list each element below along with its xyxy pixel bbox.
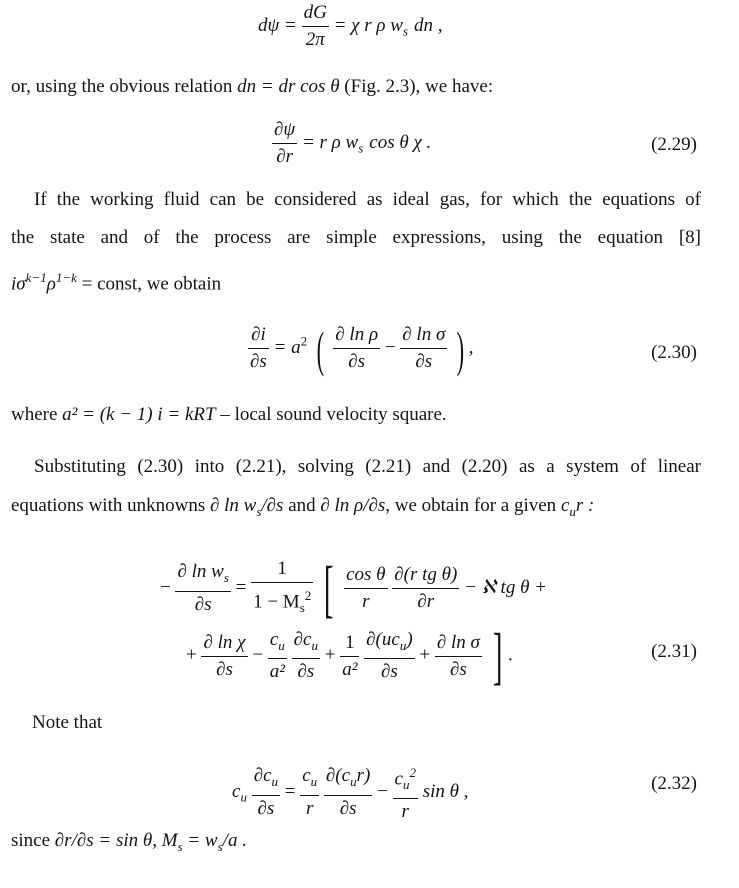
paragraph-substituting-line2: equations with unknowns ∂ $\ln w_s/\partial s$ and ∂ ln ρ/∂s, we obtain for a given $c_ur$ : — [11, 495, 595, 519]
paragraph-ideal-gas-line1: If the working fluid can be considered as ideal gas, for which the equations of — [34, 189, 701, 210]
equation-number: (2.31) — [651, 641, 697, 662]
paragraph-since: since ∂r/∂s = sin θ, $M_s = w_s/a$ . — [11, 830, 247, 854]
equation-2-29: $\frac{\partial\psi}{\partial r}$ = r ρ $w_s$ cos θ χ . — [274, 119, 432, 167]
paragraph-ideal-gas-line3: $i\sigma^{k-1}\rho^{1-k}$ = const, we obtain — [11, 270, 222, 295]
paragraph-note: Note that — [32, 712, 103, 733]
equation-2-32: $c_u$ $\frac{\partial c_u}{\partial s}$ = $\frac{c_u}{r}$ $\frac{\partial(c_ur)}{\partial s}$ − $\frac{c_u^2}{r}$ sin θ , — [232, 760, 468, 825]
equation-2-31-line2: + $\frac{\text{∂ ln χ}}{\partial s}$ − $\frac{c_u}{\text{a²}}$ $\frac{\partial c_u}{\partial s}$ + $\frac{1}{\text{a²}}$ $\frac{\partial(uc_u)}{\partial s}$ + $\frac{\text{∂ ln σ}}{\partial s}$ ] . — [186, 620, 513, 691]
equation-number: (2.29) — [651, 134, 697, 155]
paragraph-sound-velocity: where a² = (k − 1) i = kRT – local sound velocity square. — [11, 404, 447, 425]
paragraph-ideal-gas-line2: the state and of the process are simple expressions, using the equation [8] — [11, 227, 701, 248]
equation-2-31-line1: − $\frac{\partial \ln w_s}{\partial s}$ = $\frac{1}{1 - M_s^2}$ [ $\frac{\text{cos θ}}{r}$ $\frac{\text{∂(r tg θ)}}{\partial r}$ − ℵ tg θ + — [160, 552, 547, 624]
paragraph-relation: or, using the obvious relation dn = dr cos θ (Fig. 2.3), we have: — [11, 76, 494, 97]
equation-dpsi: dψ = $\frac{dG}{2\pi}$ = χ r ρ $w_s$ dn , — [258, 0, 443, 53]
equation-number: (2.32) — [651, 773, 697, 794]
equation-number: (2.30) — [651, 342, 697, 363]
equation-2-30: $\frac{\partial i}{\partial s}$ = $a^2$ ( $\frac{\text{∂ ln ρ}}{\partial s}$ − $\frac{\text{∂ ln σ}}{\partial s}$ ) , — [250, 320, 474, 377]
fraction: $\frac{dG}{2\pi}$ — [303, 2, 327, 50]
paragraph-substituting-line1: Substituting (2.30) into (2.21), solving (2.21) and (2.20) as a system of linear — [34, 456, 701, 477]
